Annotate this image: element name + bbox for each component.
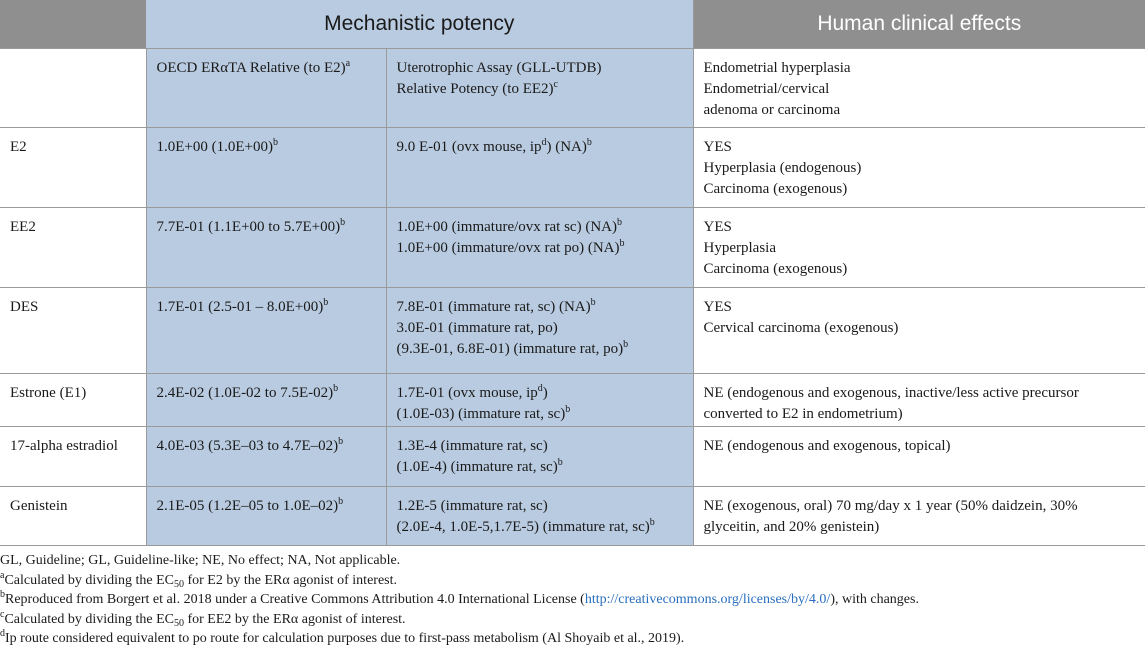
compound-cell [0,287,146,373]
compound-cell [0,486,146,545]
subheader-clinical-line1: Endometrial hyperplasia [703,59,851,76]
compound-cell [0,373,146,426]
uterotrophic-line [397,436,683,457]
license-link[interactable]: http://creativecommons.org/licenses/by/4.0/ [584,592,831,607]
table-footnotes [0,551,1145,649]
footnote-c: $^c$Calculated by dividing the $EC_{50}$ for EE2 by the ERα agonist of interest. [0,608,406,629]
clinical-cell [693,486,1145,545]
footnote-b: $^b$Reproduced from Borgert et al. 2018 under a Creative Commons Attribution 4.0 International License (http://creativecommons.org/licenses/by/4.0/), with changes. [0,589,919,607]
clinical-effect-line: glyceitin, and 20% genistein) [703,518,880,535]
footnote-mark: b [323,296,329,308]
clinical-effect-line: Hyperplasia (endogenous) [703,159,862,176]
table-row [0,207,1145,287]
clinical-effect-line: NE (exogenous, oral) 70 mg/day x 1 year (50% daidzein, 30% [703,497,1078,514]
uterotrophic-line [397,457,683,478]
footnote-mark: b [649,516,655,528]
compound-name: E2 [10,138,27,155]
header-human-clinical-effects: Human clinical effects [693,0,1145,48]
footnote-mark: b [338,495,344,507]
uterotrophic-value: 1.2E-5 (immature rat, sc) [396,497,548,514]
footnote-mark: b [340,216,346,228]
erata-cell [146,373,386,426]
footnote-mark: c [553,78,558,90]
uterotrophic-line [397,238,683,259]
erata-value: 1.0E+00 (1.0E+00) [156,138,273,155]
clinical-effect-line: Carcinoma (exogenous) [703,260,848,277]
erata-value: 1.7E-01 (2.5-01 – 8.0E+00) [156,298,324,315]
uterotrophic-value: 7.8E-01 (immature rat, sc) (NA) [396,298,591,315]
footnote-mark: b [590,296,596,308]
uterotrophic-line [397,217,683,238]
uterotrophic-cell [386,486,693,545]
uterotrophic-value-cont: ) [542,384,548,401]
clinical-cell [693,207,1145,287]
erata-value: 2.1E-05 (1.2E–05 to 1.0E–02) [156,497,339,514]
footnote-mark: b [586,136,592,148]
erata-value: 7.7E-01 (1.1E+00 to 5.7E+00) [156,218,341,235]
erata-cell [146,127,386,207]
table-row [0,373,1145,426]
uterotrophic-value: 1.7E-01 (ovx mouse, ip [396,384,538,401]
clinical-effect-line: NE (endogenous and exogenous, inactive/less active precursor [703,384,1079,401]
clinical-effect-line: YES [703,298,732,315]
uterotrophic-value: (1.0E-03) (immature rat, sc) [396,405,566,422]
uterotrophic-line [397,404,683,425]
compound-name: Genistein [10,497,68,514]
uterotrophic-value: (1.0E-4) (immature rat, sc) [396,458,558,475]
compound-name: 17-alpha estradiol [10,437,118,454]
uterotrophic-value: 1.0E+00 (immature/ovx rat po) (NA) [396,239,620,256]
clinical-effect-line: Cervical carcinoma (exogenous) [703,319,899,336]
compound-cell [0,426,146,486]
uterotrophic-value: 3.0E-01 (immature rat, po) [396,319,558,336]
footnote-mark: b [619,237,625,249]
subheader-uterotrophic-line1: Uterotrophic Assay (GLL-UTDB) [396,59,602,76]
footnote-abbreviations: GL, Guideline; GL, Guideline-like; NE, No effect; NA, Not applicable. [0,553,401,568]
subheader-row [0,48,1145,127]
uterotrophic-value: (9.3E-01, 6.8E-01) (immature rat, po) [396,340,624,357]
uterotrophic-line [397,339,683,360]
table-row [0,287,1145,373]
uterotrophic-value: (2.0E-4, 1.0E-5,1.7E-5) (immature rat, sc) [396,518,650,535]
table-row [0,127,1145,207]
subheader-blank-cell [0,48,146,127]
subheader-erata [146,48,386,127]
table-row [0,426,1145,486]
header-blank-cell [0,0,146,48]
uterotrophic-cell [386,373,693,426]
uterotrophic-line [397,297,683,318]
uterotrophic-value: 1.0E+00 (immature/ovx rat sc) (NA) [396,218,617,235]
clinical-effect-line: NE (endogenous and exogenous, topical) [703,437,951,454]
uterotrophic-value: 9.0 E-01 (ovx mouse, ip [396,138,542,155]
uterotrophic-cell [386,287,693,373]
footnote-mark: a [345,57,351,69]
erata-cell [146,426,386,486]
uterotrophic-line [397,517,683,538]
compound-name: Estrone (E1) [10,384,87,401]
uterotrophic-line [397,137,683,158]
footnote-mark: b [557,456,563,468]
uterotrophic-line [397,496,683,517]
subheader-uterotrophic-line2: Relative Potency (to EE2) [396,80,554,97]
erata-cell [146,207,386,287]
compound-cell [0,127,146,207]
table-row [0,486,1145,545]
clinical-cell [693,426,1145,486]
clinical-effect-line: YES [703,218,732,235]
uterotrophic-cell [386,207,693,287]
uterotrophic-line [397,318,683,339]
footnote-mark: d [541,136,547,148]
subheader-erata-label: OECD ERαTA Relative (to E2) [156,59,346,76]
uterotrophic-cell [386,127,693,207]
table-header-row [0,0,1145,48]
clinical-cell [693,373,1145,426]
erata-cell [146,287,386,373]
clinical-cell [693,127,1145,207]
footnote-mark: b [333,382,339,394]
header-mechanistic-potency: Mechanistic potency [146,0,693,48]
subheader-clinical [693,48,1145,127]
table-body [0,127,1145,545]
uterotrophic-cell [386,426,693,486]
subheader-clinical-line3: adenoma or carcinoma [703,101,841,118]
compound-name: DES [10,298,39,315]
footnote-mark: b [565,403,571,415]
footnote-mark: b [616,216,622,228]
erata-cell [146,486,386,545]
clinical-effect-line: YES [703,138,732,155]
uterotrophic-line [397,383,683,404]
subheader-uterotrophic [386,48,693,127]
clinical-effect-line: converted to E2 in endometrium) [703,405,903,422]
compound-name: EE2 [10,218,36,235]
footnote-d: $^d$Ip route considered equivalent to po route for calculation purposes due to first-pass metabolism (Al Shoyaib et al., 2019). [0,628,685,646]
clinical-effect-line: Carcinoma (exogenous) [703,180,848,197]
uterotrophic-value: 1.3E-4 (immature rat, sc) [396,437,548,454]
footnote-mark: b [623,338,629,350]
footnote-a: $^a$Calculated by dividing the $EC_{50}$ for E2 by the ERα agonist of interest. [0,569,397,590]
footnote-mark: b [272,136,278,148]
erata-value: 2.4E-02 (1.0E-02 to 7.5E-02) [156,384,334,401]
erata-value: 4.0E-03 (5.3E–03 to 4.7E–02) [156,437,339,454]
clinical-cell [693,287,1145,373]
compound-cell [0,207,146,287]
footnote-mark: b [338,435,344,447]
subheader-clinical-line2: Endometrial/cervical [703,80,830,97]
uterotrophic-value-cont: ) (NA) [546,138,587,155]
footnote-mark: d [537,382,543,394]
clinical-effect-line: Hyperplasia [703,239,776,256]
